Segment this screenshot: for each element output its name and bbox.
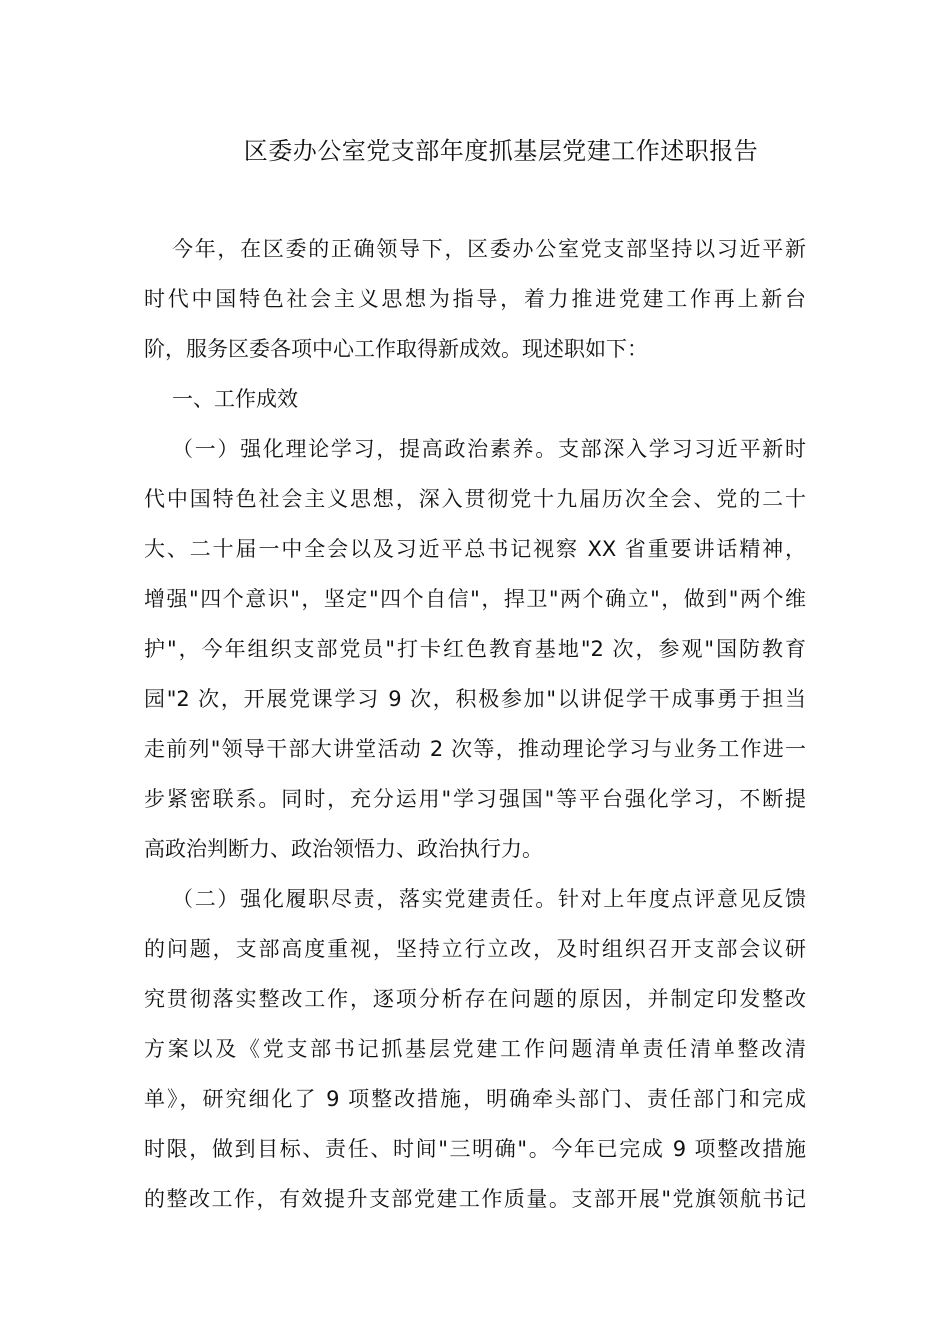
paragraph-line: （一）强化理论学习，提高政治素养。支部深入学习习近平新时 <box>172 437 806 461</box>
paragraph-line: 时代中国特色社会主义思想为指导，着力推进党建工作再上新台 <box>144 287 806 311</box>
paragraph-line: 究贯彻落实整改工作，逐项分析存在问题的原因，并制定印发整改 <box>144 987 806 1011</box>
paragraph-line: 护"，今年组织支部党员"打卡红色教育基地"2 次，参观"国防教育 <box>144 637 806 661</box>
section-heading: 一、工作成效 <box>172 387 298 411</box>
paragraph-line: 大、二十届一中全会以及习近平总书记视察 XX 省重要讲话精神， <box>144 537 806 561</box>
paragraph-line: 的问题，支部高度重视，坚持立行立改，及时组织召开支部会议研 <box>144 937 806 961</box>
paragraph-line: 单》，研究细化了 9 项整改措施，明确牵头部门、责任部门和完成 <box>144 1087 806 1111</box>
paragraph-line: 园"2 次，开展党课学习 9 次，积极参加"以讲促学干成事勇于担当 <box>144 687 806 711</box>
paragraph-line: 的整改工作，有效提升支部党建工作质量。支部开展"党旗领航书记 <box>144 1187 806 1211</box>
paragraph-line: （二）强化履职尽责，落实党建责任。针对上年度点评意见反馈 <box>172 887 806 911</box>
paragraph-line: 高政治判断力、政治领悟力、政治执行力。 <box>144 837 543 861</box>
paragraph-line: 增强"四个意识"，坚定"四个自信"，捍卫"两个确立"，做到"两个维 <box>144 587 806 611</box>
paragraph-line: 方案以及《党支部书记抓基层党建工作问题清单责任清单整改清 <box>144 1037 806 1061</box>
document-title: 区委办公室党支部年度抓基层党建工作述职报告 <box>243 137 759 165</box>
paragraph-line: 步紧密联系。同时，充分运用"学习强国"等平台强化学习，不断提 <box>144 787 806 811</box>
paragraph-line: 代中国特色社会主义思想，深入贯彻党十九届历次全会、党的二十 <box>144 487 806 511</box>
paragraph-line: 今年，在区委的正确领导下，区委办公室党支部坚持以习近平新 <box>172 237 806 261</box>
paragraph-line: 阶，服务区委各项中心工作取得新成效。现述职如下： <box>144 337 648 361</box>
paragraph-line: 走前列"领导干部大讲堂活动 2 次等，推动理论学习与业务工作进一 <box>144 737 806 761</box>
paragraph-line: 时限，做到目标、责任、时间"三明确"。今年已完成 9 项整改措施 <box>144 1137 806 1161</box>
